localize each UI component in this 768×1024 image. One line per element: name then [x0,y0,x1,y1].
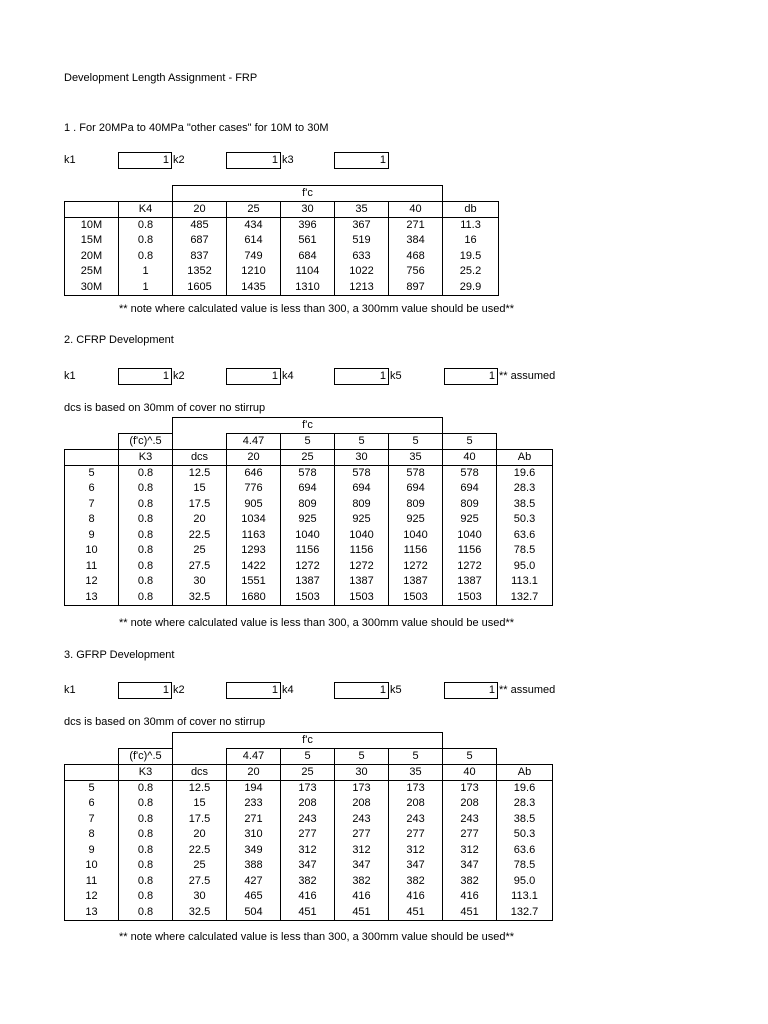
s3-note: ** note where calculated value is less than 300, a 300mm value should be used** [119,931,515,943]
row-label-cell: 6 [65,796,119,812]
table-cell: 233 [227,796,281,812]
table-cell: 925 [443,512,497,528]
table-cell: 310 [227,827,281,843]
table-cell: 243 [443,812,497,828]
row-label-cell: 5 [65,466,119,482]
table-cell: 11.3 [443,218,499,234]
table-row [65,528,553,544]
table-cell: 1034 [227,512,281,528]
table-cell: 694 [389,481,443,497]
table-cell: 1387 [443,574,497,590]
table-cell: 1040 [389,528,443,544]
table-row [65,827,553,843]
row-label-cell: 8 [65,827,119,843]
table-cell: 905 [227,497,281,513]
table-cell: 451 [281,905,335,921]
table-cell: 1352 [173,264,227,280]
table-row [65,280,499,296]
row-label-cell: 30M [65,280,119,296]
table-cell: 1272 [389,559,443,575]
table-row [65,543,553,559]
table-cell: 277 [281,827,335,843]
table-cell: 1310 [281,280,335,296]
table-cell: 277 [335,827,389,843]
table-cell: 173 [335,781,389,797]
row-label-cell: 10 [65,543,119,559]
s2-k2-input[interactable]: 1 [226,368,281,385]
table-cell: 1156 [443,543,497,559]
table-cell: 208 [281,796,335,812]
row-label-cell: 6 [65,481,119,497]
table-cell: 19.6 [497,781,553,797]
s2-k1-input[interactable]: 1 [118,368,172,385]
table-cell: 19.6 [497,466,553,482]
table-cell: 451 [443,905,497,921]
table-cell: 12.5 [173,781,227,797]
table-cell: 0.8 [119,843,173,859]
table-cell: 382 [389,874,443,890]
table-cell: 1422 [227,559,281,575]
s3-k5-input[interactable]: 1 [444,682,498,699]
table-cell: 208 [389,796,443,812]
table-cell: 0.8 [119,512,173,528]
row-label-cell: 10M [65,218,119,234]
table-cell: 694 [335,481,389,497]
row-label-cell: 13 [65,905,119,921]
row-label-cell: 8 [65,512,119,528]
table-cell: 485 [173,218,227,234]
table-cell: 27.5 [173,559,227,575]
table-row [65,233,499,249]
table-cell: 28.3 [497,481,553,497]
table-cell: 312 [335,843,389,859]
table-cell: 25 [173,543,227,559]
table-cell: 1040 [443,528,497,544]
table-cell: 347 [443,858,497,874]
table-cell: 30 [173,889,227,905]
table-cell: 382 [281,874,335,890]
table-cell: 633 [335,249,389,265]
table-cell: 367 [335,218,389,234]
table-cell: 519 [335,233,389,249]
row-label-cell: 5 [65,781,119,797]
table-cell: 95.0 [497,874,553,890]
table-cell: 0.8 [119,233,173,249]
table-cell: 1272 [281,559,335,575]
table-cell: 1163 [227,528,281,544]
row-label-cell: 25M [65,264,119,280]
table-cell: 20 [173,827,227,843]
table-cell: 243 [389,812,443,828]
table-cell: 1272 [443,559,497,575]
table-cell: 756 [389,264,443,280]
table-cell: 78.5 [497,858,553,874]
section1-table [64,185,499,296]
table-cell: 0.8 [119,905,173,921]
s3-k4-label: k4 [282,684,294,696]
table-cell: 0.8 [119,796,173,812]
table-cell: 694 [281,481,335,497]
table-cell: 1503 [281,590,335,606]
row-label-cell: 10 [65,858,119,874]
s2-k4-input[interactable]: 1 [334,368,389,385]
table-cell: 132.7 [497,905,553,921]
table-cell: 349 [227,843,281,859]
table-cell: 561 [281,233,335,249]
table-cell: 809 [335,497,389,513]
table-cell: 1 [119,264,173,280]
table-row [65,781,553,797]
table-row [65,249,499,265]
table-cell: 396 [281,218,335,234]
table-row [65,559,553,575]
s1-k2-input[interactable]: 1 [226,152,281,169]
row-label-cell: 7 [65,812,119,828]
s2-fc-label: f'c [173,418,443,434]
s3-sqrt-row: (f'c)^.5 4.47 5 5 5 5 [65,749,553,765]
s1-k1-label: k1 [64,154,76,166]
table-cell: 382 [443,874,497,890]
s2-k1-label: k1 [64,370,76,382]
s2-sqrt-row: (f'c)^.5 4.47 5 5 5 5 [65,434,553,450]
table-cell: 0.8 [119,497,173,513]
table-cell: 382 [335,874,389,890]
table-cell: 388 [227,858,281,874]
table-row [65,512,553,528]
table-cell: 0.8 [119,543,173,559]
s1-k2-label: k2 [173,154,185,166]
table-cell: 434 [227,218,281,234]
row-label-cell: 15M [65,233,119,249]
table-row [65,574,553,590]
table-cell: 25 [173,858,227,874]
table-cell: 347 [335,858,389,874]
table-cell: 1503 [443,590,497,606]
table-row [65,858,553,874]
row-label-cell: 12 [65,574,119,590]
table-cell: 15 [173,796,227,812]
table-cell: 17.5 [173,497,227,513]
table-cell: 1040 [335,528,389,544]
table-row [65,590,553,606]
table-cell: 194 [227,781,281,797]
s3-assumed-label: ** assumed [499,684,556,696]
table-cell: 243 [281,812,335,828]
table-cell: 468 [389,249,443,265]
table-cell: 132.7 [497,590,553,606]
s3-k1-label: k1 [64,684,76,696]
s3-k5-label: k5 [390,684,402,696]
table-row [65,843,553,859]
table-cell: 0.8 [119,466,173,482]
table-cell: 271 [227,812,281,828]
table-cell: 28.3 [497,796,553,812]
table-cell: 0.8 [119,574,173,590]
table-cell: 687 [173,233,227,249]
table-cell: 578 [281,466,335,482]
table-cell: 30 [173,574,227,590]
table-cell: 1387 [389,574,443,590]
table-cell: 0.8 [119,249,173,265]
s1-note: ** note where calculated value is less than 300, a 300mm value should be used** [119,303,515,315]
table-cell: 0.8 [119,812,173,828]
table-cell: 25.2 [443,264,499,280]
table-cell: 17.5 [173,812,227,828]
row-label-cell: 7 [65,497,119,513]
table-row [65,889,553,905]
table-cell: 837 [173,249,227,265]
s3-k1-input[interactable]: 1 [118,682,172,699]
table-cell: 208 [443,796,497,812]
table-cell: 1156 [389,543,443,559]
table-cell: 451 [335,905,389,921]
table-cell: 416 [335,889,389,905]
table-cell: 776 [227,481,281,497]
table-cell: 208 [335,796,389,812]
table-cell: 19.5 [443,249,499,265]
table-cell: 1210 [227,264,281,280]
table-cell: 809 [281,497,335,513]
table-cell: 0.8 [119,781,173,797]
table-cell: 1156 [335,543,389,559]
table-row [65,812,553,828]
table-cell: 277 [389,827,443,843]
table-cell: 63.6 [497,528,553,544]
section2-table [64,417,553,606]
table-cell: 0.8 [119,827,173,843]
table-cell: 1 [119,280,173,296]
table-cell: 1022 [335,264,389,280]
table-cell: 384 [389,233,443,249]
table-cell: 1272 [335,559,389,575]
table-cell: 578 [443,466,497,482]
table-cell: 95.0 [497,559,553,575]
table-cell: 50.3 [497,827,553,843]
table-cell: 22.5 [173,528,227,544]
s2-dcs-note: dcs is based on 30mm of cover no stirrup [64,402,266,414]
table-cell: 749 [227,249,281,265]
s3-fc-label: f'c [173,733,443,749]
table-cell: 1435 [227,280,281,296]
s3-k2-label: k2 [173,684,185,696]
table-cell: 0.8 [119,528,173,544]
document-title: Development Length Assignment - FRP [64,72,258,84]
s1-fc-label: f'c [173,186,443,202]
table-cell: 22.5 [173,843,227,859]
table-cell: 29.9 [443,280,499,296]
table-cell: 312 [389,843,443,859]
table-cell: 416 [389,889,443,905]
table-cell: 50.3 [497,512,553,528]
s1-header-row: K4 20 25 30 35 40 db [65,202,499,218]
s1-k1-input[interactable]: 1 [118,152,172,169]
table-cell: 243 [335,812,389,828]
table-row [65,905,553,921]
table-cell: 809 [443,497,497,513]
table-cell: 1213 [335,280,389,296]
table-cell: 20 [173,512,227,528]
table-cell: 1680 [227,590,281,606]
s2-k5-label: k5 [390,370,402,382]
s2-k4-label: k4 [282,370,294,382]
row-label-cell: 11 [65,559,119,575]
table-cell: 684 [281,249,335,265]
row-label-cell: 11 [65,874,119,890]
table-cell: 416 [443,889,497,905]
s2-note: ** note where calculated value is less than 300, a 300mm value should be used** [119,617,515,629]
s2-assumed-label: ** assumed [499,370,556,382]
table-cell: 312 [443,843,497,859]
table-cell: 1156 [281,543,335,559]
table-cell: 0.8 [119,218,173,234]
table-cell: 1040 [281,528,335,544]
table-cell: 925 [281,512,335,528]
table-cell: 0.8 [119,481,173,497]
table-cell: 1387 [281,574,335,590]
table-cell: 614 [227,233,281,249]
table-cell: 1387 [335,574,389,590]
table-cell: 465 [227,889,281,905]
table-row [65,466,553,482]
table-row [65,874,553,890]
section1-heading: 1 . For 20MPa to 40MPa "other cases" for 10M to 30M [64,122,329,134]
row-label-cell: 12 [65,889,119,905]
table-cell: 113.1 [497,889,553,905]
table-cell: 347 [281,858,335,874]
table-cell: 38.5 [497,812,553,828]
table-cell: 1551 [227,574,281,590]
table-cell: 694 [443,481,497,497]
table-cell: 347 [389,858,443,874]
table-cell: 897 [389,280,443,296]
table-row [65,218,499,234]
table-cell: 312 [281,843,335,859]
table-cell: 16 [443,233,499,249]
s3-k4-input[interactable]: 1 [334,682,389,699]
table-cell: 578 [335,466,389,482]
table-cell: 78.5 [497,543,553,559]
s2-k5-input[interactable]: 1 [444,368,498,385]
table-cell: 504 [227,905,281,921]
table-cell: 0.8 [119,889,173,905]
row-label-cell: 13 [65,590,119,606]
table-cell: 1503 [389,590,443,606]
table-cell: 809 [389,497,443,513]
table-cell: 0.8 [119,590,173,606]
row-label-cell: 20M [65,249,119,265]
table-cell: 0.8 [119,559,173,575]
table-cell: 0.8 [119,858,173,874]
s1-k3-label: k3 [282,154,294,166]
table-cell: 1605 [173,280,227,296]
table-cell: 271 [389,218,443,234]
table-cell: 32.5 [173,905,227,921]
table-cell: 578 [389,466,443,482]
table-cell: 277 [443,827,497,843]
s1-k3-input[interactable]: 1 [334,152,389,169]
table-cell: 38.5 [497,497,553,513]
s2-header-row: K3 dcs 20 25 30 35 40 Ab [65,450,553,466]
s3-k2-input[interactable]: 1 [226,682,281,699]
table-cell: 12.5 [173,466,227,482]
table-cell: 1503 [335,590,389,606]
table-cell: 63.6 [497,843,553,859]
table-cell: 173 [443,781,497,797]
table-cell: 451 [389,905,443,921]
table-cell: 1104 [281,264,335,280]
table-cell: 32.5 [173,590,227,606]
row-label-cell: 9 [65,528,119,544]
section2-heading: 2. CFRP Development [64,334,174,346]
table-cell: 27.5 [173,874,227,890]
table-cell: 173 [281,781,335,797]
s3-dcs-note: dcs is based on 30mm of cover no stirrup [64,716,266,728]
table-row [65,264,499,280]
table-row [65,497,553,513]
s2-k2-label: k2 [173,370,185,382]
table-row [65,796,553,812]
s3-header-row: K3 dcs 20 25 30 35 40 Ab [65,765,553,781]
table-row [65,481,553,497]
table-cell: 15 [173,481,227,497]
table-cell: 925 [389,512,443,528]
row-label-cell: 9 [65,843,119,859]
table-cell: 0.8 [119,874,173,890]
table-cell: 427 [227,874,281,890]
table-cell: 173 [389,781,443,797]
table-cell: 925 [335,512,389,528]
table-cell: 416 [281,889,335,905]
section3-heading: 3. GFRP Development [64,649,175,661]
table-cell: 1293 [227,543,281,559]
table-cell: 646 [227,466,281,482]
table-cell: 113.1 [497,574,553,590]
section3-table [64,732,553,921]
